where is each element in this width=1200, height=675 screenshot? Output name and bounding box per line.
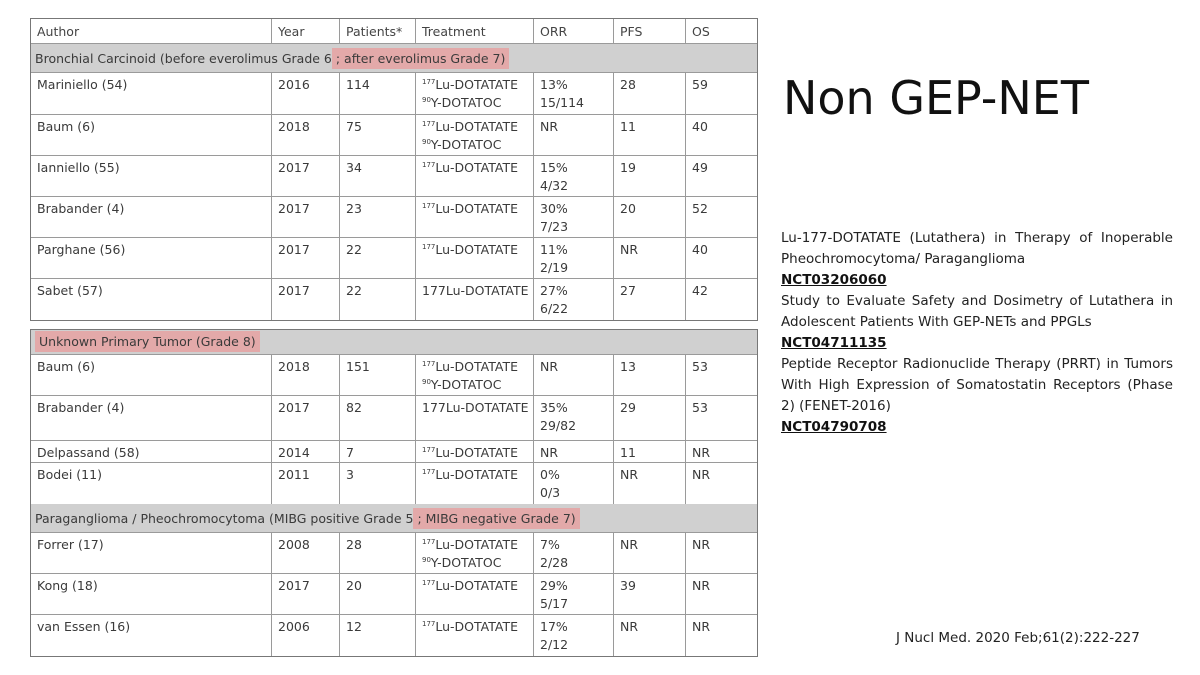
- cell-author: van Essen (16): [37, 619, 131, 634]
- cell-author: Sabet (57): [37, 283, 103, 298]
- treatment-line: 177Lu-DOTATATE: [422, 283, 529, 298]
- bronchial-carcinoid-table: [30, 18, 758, 321]
- table-row: [31, 115, 757, 156]
- cell-treatment: [415, 156, 533, 196]
- cell-os: 53: [685, 396, 757, 440]
- cell-treatment: [415, 463, 533, 504]
- trial-id-link[interactable]: NCT04711135: [781, 335, 887, 351]
- trial-id-link[interactable]: NCT04790708: [781, 419, 887, 435]
- table-row: [31, 73, 757, 115]
- cell-orr: 0% 0/3: [533, 463, 613, 504]
- cell-treatment: [415, 574, 533, 614]
- cell-os: 59: [685, 73, 757, 114]
- section-highlight: ; after everolimus Grade 7): [332, 48, 509, 69]
- cell-treatment: [415, 441, 533, 462]
- treatment-line: $^{177}$Lu-DOTATATE: [422, 445, 519, 460]
- cell-pfs: NR: [613, 533, 685, 573]
- header-os: OS: [685, 19, 757, 43]
- cell-year: 2017: [271, 197, 339, 237]
- table-row: [31, 355, 757, 396]
- cell-year: 2008: [271, 533, 339, 573]
- cell-year: 2018: [271, 355, 339, 395]
- cell-author: Kong (18): [37, 578, 98, 593]
- table-row: [31, 463, 757, 504]
- cell-orr: 11% 2/19: [533, 238, 613, 278]
- treatment-line: 177Lu-DOTATATE: [422, 400, 529, 415]
- section-highlight: Unknown Primary Tumor (Grade 8): [35, 331, 260, 352]
- cell-orr: NR: [533, 115, 613, 155]
- treatment-line: $^{177}$Lu-DOTATATE: [422, 201, 519, 216]
- cell-year: 2017: [271, 279, 339, 320]
- cell-os: NR: [685, 533, 757, 573]
- cell-author: Forrer (17): [37, 537, 104, 552]
- cell-orr: 27% 6/22: [533, 279, 613, 320]
- cell-author: Parghane (56): [37, 242, 126, 257]
- cell-os: 49: [685, 156, 757, 196]
- citation: J Nucl Med. 2020 Feb;61(2):222-227: [896, 630, 1140, 646]
- cell-treatment: [415, 615, 533, 656]
- cell-patients: 114: [339, 73, 415, 114]
- cell-patients: 151: [339, 355, 415, 395]
- treatment-line: $^{177}$Lu-DOTATATE: [422, 467, 519, 482]
- clinical-trials-list: [781, 228, 1173, 438]
- cell-os: NR: [685, 441, 757, 462]
- treatment-line: $^{90}$Y-DOTATOC: [422, 555, 502, 570]
- treatment-line: $^{177}$Lu-DOTATATE: [422, 619, 519, 634]
- cell-author: Baum (6): [37, 359, 96, 374]
- cell-treatment: [415, 197, 533, 237]
- cell-year: 2017: [271, 238, 339, 278]
- table-row: [31, 615, 757, 656]
- treatment-line: $^{177}$Lu-DOTATATE: [422, 537, 519, 552]
- table-row: [31, 396, 757, 441]
- table-row: [31, 156, 757, 197]
- treatment-line: $^{177}$Lu-DOTATATE: [422, 77, 519, 92]
- cell-patients: 34: [339, 156, 415, 196]
- cell-author: Baum (6): [37, 119, 96, 134]
- cell-os: 40: [685, 115, 757, 155]
- trial-description: Study to Evaluate Safety and Dosimetry of Lutathera in Adolescent Patients With GEP-NETs and PPGLs: [781, 293, 1173, 330]
- treatment-line: $^{90}$Y-DOTATOC: [422, 95, 502, 110]
- cell-pfs: NR: [613, 238, 685, 278]
- cell-patients: 7: [339, 441, 415, 462]
- cell-pfs: 11: [613, 441, 685, 462]
- cell-patients: 20: [339, 574, 415, 614]
- cell-orr: 35% 29/82: [533, 396, 613, 440]
- section-text: Bronchial Carcinoid (before everolimus Grade 6: [35, 51, 332, 66]
- cell-year: 2017: [271, 156, 339, 196]
- treatment-line: $^{177}$Lu-DOTATATE: [422, 359, 519, 374]
- cell-patients: 12: [339, 615, 415, 656]
- slide-title: Non GEP-NET: [783, 71, 1089, 125]
- cell-os: 53: [685, 355, 757, 395]
- header-treatment: Treatment: [415, 19, 533, 43]
- cell-orr: 30% 7/23: [533, 197, 613, 237]
- treatment-line: $^{90}$Y-DOTATOC: [422, 137, 502, 152]
- trial-id-link[interactable]: NCT03206060: [781, 272, 887, 288]
- cell-year: 2017: [271, 396, 339, 440]
- table-row: [31, 279, 757, 320]
- header-patients: Patients*: [339, 19, 415, 43]
- cell-author: Brabander (4): [37, 201, 125, 216]
- cell-author: Delpassand (58): [37, 445, 140, 460]
- header-author: Author: [37, 24, 80, 39]
- cell-author: Mariniello (54): [37, 77, 128, 92]
- cell-treatment: [415, 115, 533, 155]
- cell-os: 42: [685, 279, 757, 320]
- cell-os: 40: [685, 238, 757, 278]
- cell-patients: 82: [339, 396, 415, 440]
- treatment-line: $^{177}$Lu-DOTATATE: [422, 119, 519, 134]
- table-row: [31, 441, 757, 463]
- cell-patients: 75: [339, 115, 415, 155]
- table-row: [31, 197, 757, 238]
- table-row: [31, 238, 757, 279]
- cell-orr: 13% 15/114: [533, 73, 613, 114]
- unknown-primary-paraganglioma-table: [30, 329, 758, 657]
- cell-orr: 7% 2/28: [533, 533, 613, 573]
- cell-treatment: [415, 279, 533, 320]
- section-unknown-primary: [31, 330, 757, 355]
- cell-pfs: NR: [613, 463, 685, 504]
- section-paraganglioma: [31, 504, 757, 533]
- cell-pfs: NR: [613, 615, 685, 656]
- cell-year: 2011: [271, 463, 339, 504]
- cell-orr: NR: [533, 441, 613, 462]
- cell-orr: 29% 5/17: [533, 574, 613, 614]
- cell-author: Brabander (4): [37, 400, 125, 415]
- cell-orr: NR: [533, 355, 613, 395]
- section-text: Paraganglioma / Pheochromocytoma (MIBG positive Grade 5: [35, 511, 414, 526]
- trial-description: Peptide Receptor Radionuclide Therapy (PRRT) in Tumors With High Expression of Somatostatin Receptors (Phase 2) (FENET-2016): [781, 356, 1173, 414]
- header-year: Year: [271, 19, 339, 43]
- cell-treatment: [415, 396, 533, 440]
- cell-treatment: [415, 238, 533, 278]
- treatment-line: $^{90}$Y-DOTATOC: [422, 377, 502, 392]
- cell-os: 52: [685, 197, 757, 237]
- cell-year: 2014: [271, 441, 339, 462]
- cell-author: Bodei (11): [37, 467, 102, 482]
- cell-pfs: 28: [613, 73, 685, 114]
- section-bronchial-carcinoid: [31, 44, 757, 73]
- cell-year: 2006: [271, 615, 339, 656]
- cell-os: NR: [685, 574, 757, 614]
- cell-treatment: [415, 73, 533, 114]
- treatment-line: $^{177}$Lu-DOTATATE: [422, 242, 519, 257]
- cell-pfs: 20: [613, 197, 685, 237]
- cell-pfs: 19: [613, 156, 685, 196]
- cell-author: Ianniello (55): [37, 160, 120, 175]
- table-header-row: [31, 19, 757, 44]
- cell-patients: 3: [339, 463, 415, 504]
- cell-os: NR: [685, 463, 757, 504]
- cell-pfs: 39: [613, 574, 685, 614]
- header-pfs: PFS: [613, 19, 685, 43]
- treatment-line: $^{177}$Lu-DOTATATE: [422, 160, 519, 175]
- header-orr: ORR: [533, 19, 613, 43]
- cell-treatment: [415, 533, 533, 573]
- cell-orr: 17% 2/12: [533, 615, 613, 656]
- cell-pfs: 29: [613, 396, 685, 440]
- table-row: [31, 533, 757, 574]
- table-row: [31, 574, 757, 615]
- cell-pfs: 27: [613, 279, 685, 320]
- cell-treatment: [415, 355, 533, 395]
- cell-pfs: 11: [613, 115, 685, 155]
- cell-patients: 23: [339, 197, 415, 237]
- cell-orr: 15% 4/32: [533, 156, 613, 196]
- trial-description: Lu-177-DOTATATE (Lutathera) in Therapy of Inoperable Pheochromocytoma/ Paraganglioma: [781, 230, 1173, 267]
- cell-os: NR: [685, 615, 757, 656]
- cell-pfs: 13: [613, 355, 685, 395]
- cell-patients: 28: [339, 533, 415, 573]
- section-highlight: ; MIBG negative Grade 7): [413, 508, 579, 529]
- cell-patients: 22: [339, 279, 415, 320]
- cell-patients: 22: [339, 238, 415, 278]
- cell-year: 2017: [271, 574, 339, 614]
- cell-year: 2018: [271, 115, 339, 155]
- cell-year: 2016: [271, 73, 339, 114]
- treatment-line: $^{177}$Lu-DOTATATE: [422, 578, 519, 593]
